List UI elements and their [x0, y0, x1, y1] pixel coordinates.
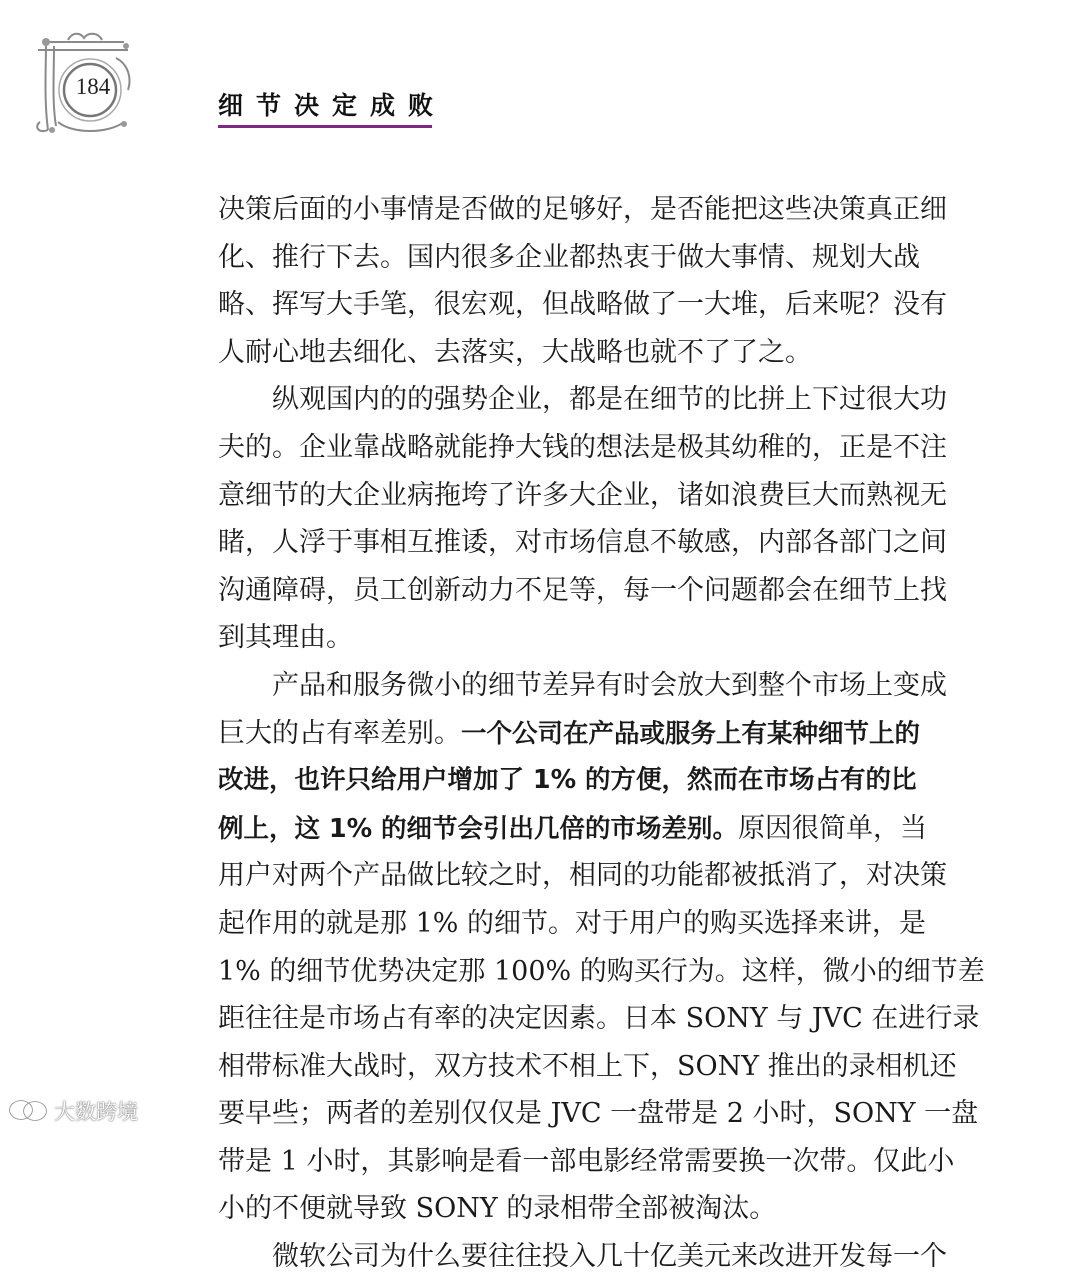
text-line: 距往往是市场占有率的决定因素。日本 SONY 与 JVC 在进行录 — [218, 1003, 980, 1035]
text-line: 起作用的就是那 1% 的细节。对于用户的购买选择来讲，是 — [218, 907, 926, 939]
watermark — [8, 1096, 138, 1126]
body-text — [218, 186, 985, 1281]
text-line — [218, 805, 928, 853]
text-line: 化、推行下去。国内很多企业都热衷于做大事情、规划大战 — [218, 241, 920, 273]
text-line: 睹，人浮于事相互推诿，对市场信息不敏感，内部各部门之间 — [218, 527, 947, 559]
bold-text: 一个公司在产品或服务上有某种细节上的 — [461, 718, 921, 749]
text-line — [218, 710, 921, 758]
text-line: 带是 1 小时，其影响是看一部电影经常需要换一次带。仅此小 — [218, 1145, 955, 1177]
title-underline — [218, 125, 432, 128]
chat-bubbles-icon — [8, 1098, 48, 1124]
page-number: 184 — [75, 74, 111, 99]
text-line: 小的不便就导致 SONY 的录相带全部被淘汰。 — [218, 1193, 777, 1225]
text-span: 巨大的占有率差别。 — [218, 717, 461, 749]
text-line: 到其理由。 — [218, 622, 353, 654]
text-line: 纵观国内的的强势企业，都是在细节的比拼上下过很大功 — [272, 384, 947, 416]
watermark-text: 大数跨境 — [54, 1100, 138, 1124]
text-span: 原因很简单，当 — [738, 812, 928, 844]
text-line: 夫的。企业靠战略就能挣大钱的想法是极其幼稚的，正是不注 — [218, 431, 947, 463]
text-line: 产品和服务微小的细节差异有时会放大到整个市场上变成 — [272, 669, 947, 701]
text-line: 用户对两个产品做比较之时，相同的功能都被抵消了，对决策 — [218, 860, 947, 892]
text-line: 人耐心地去细化、去落实，大战略也就不了了之。 — [218, 336, 812, 368]
text-line: 意细节的大企业病拖垮了许多大企业，诸如浪费巨大而熟视无 — [218, 479, 947, 511]
book-title: 细节决定成败 — [218, 91, 447, 120]
text-line: 略、挥写大手笔，很宏观，但战略做了一大堆，后来呢？没有 — [218, 289, 947, 321]
bold-text: 例上，这 1% 的细节会引出几倍的市场差别。 — [218, 813, 739, 844]
text-line: 沟通障碍，员工创新动力不足等，每一个问题都会在细节上找 — [218, 574, 947, 606]
text-line: 1% 的细节优势决定那 100% 的购买行为。这样，微小的细节差 — [218, 955, 985, 987]
text-line: 决策后面的小事情是否做的足够好，是否能把这些决策真正细 — [218, 194, 947, 225]
text-line: 微软公司为什么要往往投入几十亿美元来改进开发每一个 — [272, 1241, 947, 1273]
bold-text-line: 改进，也许只给用户增加了 1% 的方便，然而在市场占有的比 — [218, 765, 917, 796]
text-line: 要早些；两者的差别仅仅是 JVC 一盘带是 2 小时，SONY 一盘 — [218, 1098, 979, 1130]
text-line: 相带标准大战时，双方技术不相上下，SONY 推出的录相机还 — [218, 1050, 957, 1082]
